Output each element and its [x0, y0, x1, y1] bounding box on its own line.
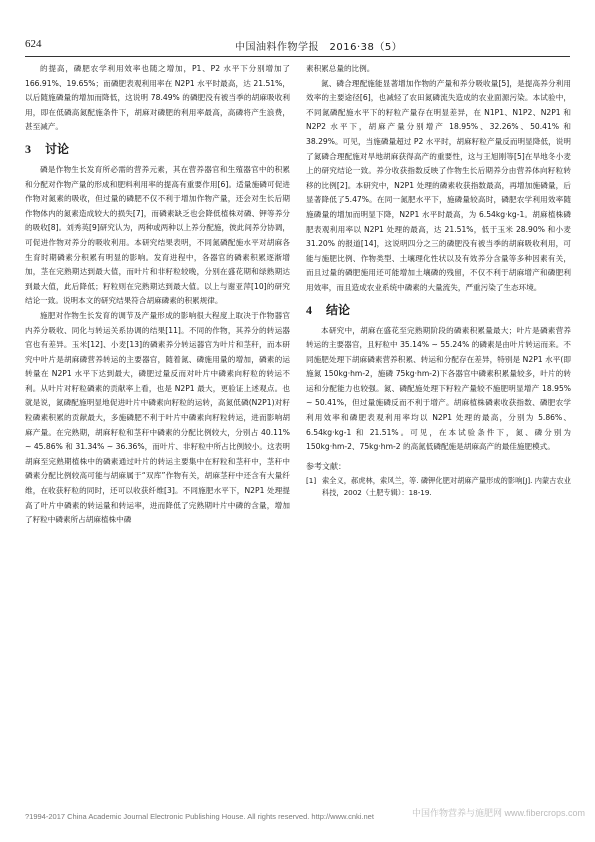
page-header [25, 38, 570, 54]
section-number: 3 [25, 141, 31, 156]
section-number: 4 [306, 302, 312, 317]
discussion-paragraph-1: 磷是作物生长发育所必需的营养元素，其在营养器官和生殖器官中的积累和分配对作物产量的形成和肥料利用率的提高有重要作用[6]。适量施磷可促进作物对氮素的吸收，但过量的磷肥不仅不利于增加作物产量，还会对生长后期作物体内的氮素造成较大的损失[7]，而磷素缺乏也会降低植株对磷、钾等养分的吸收[8]。刘秀英[9]研究认为，两种或两种以上养分配施，彼此间养分协调，可促进作物对养分的吸收利用。本研究结果表明，不同氮磷配施水平对胡麻各生育时期磷素分积累有明显的影响。发育进程中，各器官的磷素积累逐渐增加，茎在完熟期达到最大值，而叶片和非籽粒较晚，分别在盛花期和绿熟期达到最大值，此后降低；籽粒则在完熟期达到最大值。以上与谢亚萍[10]的研究结论一致。说明本文的研究结果符合胡麻磷素的积累规律。 [25, 164, 290, 306]
journal-title: 中国油料作物学报 2016·38（5） [235, 42, 403, 53]
intro-paragraph: 的提高，磷肥农学利用效率也随之增加，P1、P2 水平下分别增加了 166.91%、19.65%；而磷肥表观利用率在 N2P1 水平时最高，达 21.51%，以后随施磷量的增加而降低，这说明 78.49% 的磷肥没有被当季的胡麻吸收利用，即在低磷高氮配施条件下，胡麻对磷肥的利用率最高，高磷将产生浪费，甚至减产。 [25, 64, 290, 132]
section-heading-discussion [25, 141, 290, 157]
reference-text: 索全义，郝虎林，索风兰，等. 磷钾化肥对胡麻产量形成的影响[J]. 内蒙古农业科技，2002（土肥专辑）：18-19. [322, 475, 571, 497]
section-title: 结论 [326, 302, 351, 317]
left-column [25, 62, 290, 528]
right-column [306, 62, 571, 499]
reference-index: [1] [306, 475, 317, 485]
discussion-paragraph-2: 施肥对作物生长发育的调节及产量形成的影响很大程度上取决于作物器官内养分吸收、同化与转运关系协调的结果[11]。不同的作物，其养分的转运器官也有差异。玉米[12]、小麦[13]的磷素养分转运器官为叶片和茎秆，而本研究中叶片是胡麻磷营养转运的主要器官，随着氮、磷施用量的增加，磷素的运转量在 N2P1 水平下达到最大，磷肥过量反而对叶片中磷素向籽粒的转运不利。从叶片对籽粒磷素的贡献率上看，也是 N2P1 最大，更验证上述观点。也就是说，氮磷配施明显地促进叶片中磷素向籽粒的运转，高氮低磷(N2P1)对籽粒磷素积累的贡献最大，多施磷肥不利于叶片中磷素向籽粒转运，进而影响胡麻产量。在完熟期，胡麻籽粒和茎秆中磷素的分配比例较大，分别占 40.11% ~ 45.86% 和 31.34% ~ 36.36%，而叶片、非籽粒中所占比例较小。这表明胡麻至完熟期植株中的磷素通过叶片的转运主要集中在籽粒和茎秆中，茎秆中磷素分配比例较高可能与胡麻属于“双库”作物有关，胡麻茎秆中还含有大量纤维，在收获籽粒的同时，还可以收获纤维[3]。不同施肥水平下，N2P1 处理提高了叶片中磷素的转运量和转运率，进而降低了完熟期叶片中磷的含量，增加了籽粒中磷素所占胡麻植株中磷 [25, 310, 290, 525]
discussion-paragraph-3: 氮、磷合理配施能显著增加作物的产量和养分吸收量[5]，是提高养分利用效率的主要途径[6]，也减轻了农田氮磷流失造成的农业面源污染。本试验中，不同氮磷配施水平下的籽粒产量存在明显差异，在 N1P1、N1P2、N2P1 和 N2P2 水平下，胡麻产量分别增产 18.95%、32.26%、50.41% 和 38.29%。可见，当施磷量超过 P2 水平时，胡麻籽粒产量反而明显降低，说明了氮磷合理配施对旱地胡麻获得高产的重要性，这与王旭刚等[5]在旱地冬小麦上的研究结论一致。养分收获指数反映了作物生长后期养分由营养体向籽粒转移的比例[2]。本研究中，N2P1 处理的磷素收获指数最高，再增加施磷量，后显著降低了5.47%。在同一氮肥水平下，施磷量较高时，磷肥农学利用效率随施磷量的增加而明显下降，N2P1 水平时最高，为 6.54kg·kg-1。胡麻植株磷肥表观利用率以 N2P1 处理的最高，达 21.51%，低于玉米 28.90% 和小麦 31.20% 的报道[14]，这说明四分之三的磷肥没有被当季的胡麻吸收利用，可能与施肥比例、作物类型、土壤理化性状以及有效养分含量等多种因素有关，而且过量的磷肥施用还可能增加土壤磷的残留，不仅不利于胡麻增产和磷肥利用效率，而且造成农业系统中磷素的大量流失，严重污染了生态环境。 [306, 78, 571, 292]
continued-paragraph: 素积累总量的比例。 [306, 64, 375, 73]
site-watermark: 中国作物营养与施肥网 www.fibercrops.com [411, 808, 585, 818]
section-title: 讨论 [45, 141, 70, 156]
references-list [306, 475, 571, 499]
conclusion-paragraph: 本研究中，胡麻在盛花至完熟期阶段的磷素积累量最大；叶片是磷素营养转运的主要器官，且籽粒中 35.14% ~ 55.24% 的磷素是由叶片转运而来。不同施肥处理下胡麻磷素营养积累、转运和分配存在差异，特别是 N2P1 水平(即施氮 150kg·hm-2，施磷 75kg·hm-2)下各器官中磷素积累量较多，叶片的转运和分配能力也较强。氮、磷配施处理下籽粒产量较不施肥明显增产 18.95% ~ 50.41%，但过量施磷反而不利于增产。胡麻植株磷素收获指数、磷肥农学利用效率和磷肥表观利用率均以 N2P1 处理的最高，分别为 5.86%、6.54kg·kg-1 和 21.51%。可见，在本试验条件下，氮、磷分别为 150kg·hm-2、75kg·hm-2 的高氮低磷配施是胡麻高产的最佳施肥模式。 [306, 325, 571, 452]
copyright-footer: ?1994-2017 China Academic Journal Electronic Publishing House. All rights reserved. http://www.cnki.net [25, 812, 374, 821]
section-heading-conclusion [306, 302, 571, 318]
references-title: 参考文献： [306, 461, 346, 471]
reference-item [306, 475, 571, 499]
header-divider [25, 56, 570, 57]
page-number: 624 [25, 38, 42, 50]
